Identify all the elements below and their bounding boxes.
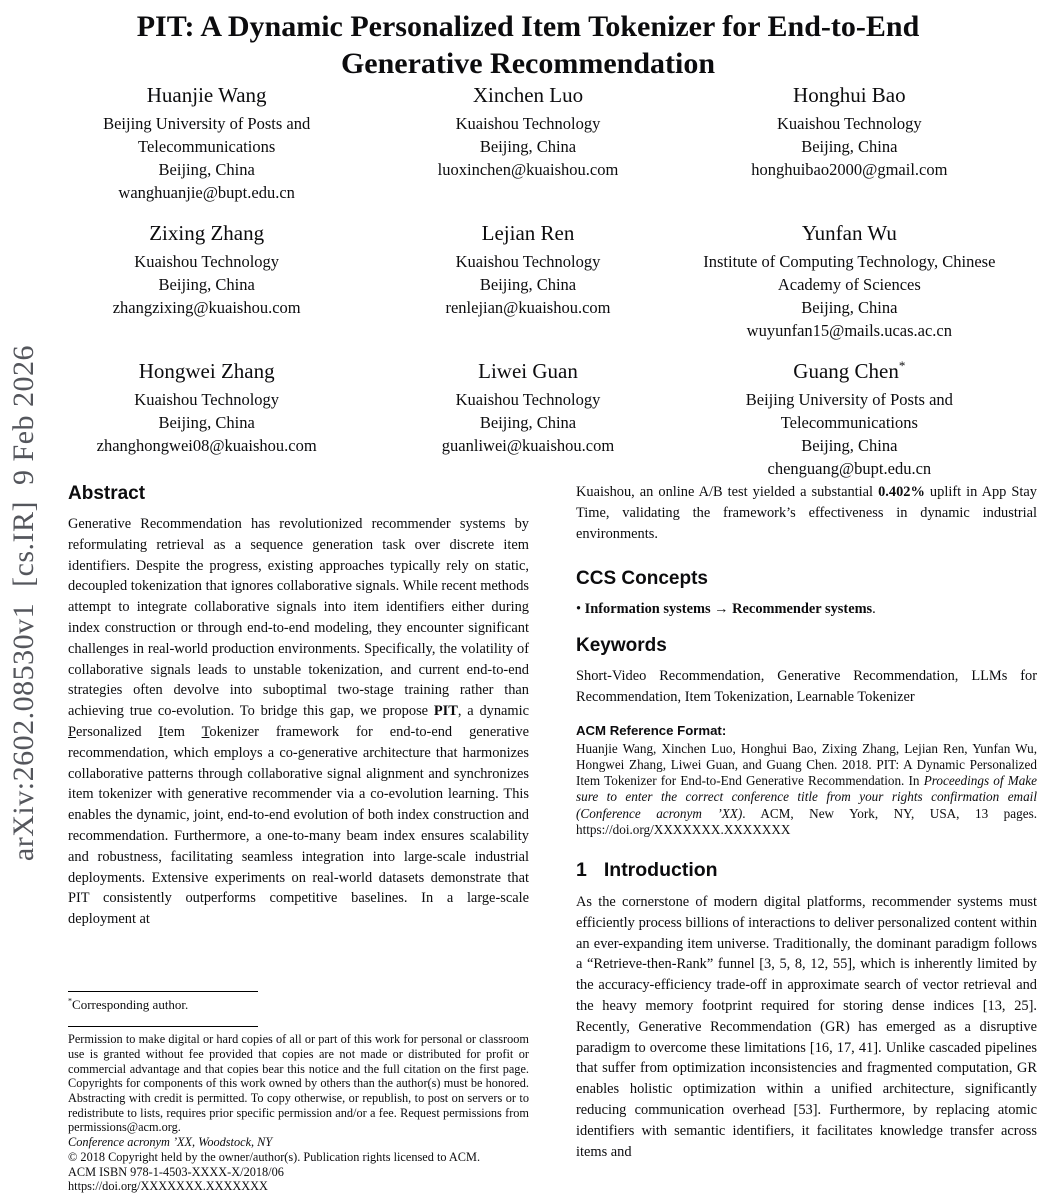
author-name-text: Lejian Ren [481, 221, 575, 245]
author-block-huanjie-wang [52, 82, 361, 204]
ccs-concepts-heading: CCS Concepts [576, 568, 708, 590]
copyright-line: © 2018 Copyright held by the owner/author(s). Publication rights licensed to ACM. [68, 1149, 481, 1164]
author-location: Beijing, China [801, 436, 898, 455]
author-block-liwei-guan [373, 358, 682, 480]
author-email: zhangzixing@kuaishou.com [112, 298, 301, 317]
author-name-text: Honghui Bao [793, 83, 906, 107]
author-name [373, 82, 682, 108]
author-affiliation: Institute of Computing Technology, Chinese Academy of Sciences [703, 252, 996, 294]
ccs-concepts-text: • Information systems → Recommender systems. [576, 601, 876, 618]
author-block-yunfan-wu [695, 220, 1004, 342]
author-name-text: Hongwei Zhang [138, 359, 275, 383]
author-name-text: Yunfan Wu [801, 221, 897, 245]
author-affiliation: Kuaishou Technology [134, 390, 280, 409]
author-block-xinchen-luo [373, 82, 682, 204]
author-name-text: Liwei Guan [478, 359, 578, 383]
acm-reference-format-heading: ACM Reference Format: [576, 722, 727, 738]
author-location: Beijing, China [479, 413, 577, 432]
corresponding-author-footnote: *Corresponding author. [68, 996, 189, 1013]
author-affiliation: Beijing University of Posts and Telecommunications [745, 390, 953, 432]
author-block-guang-chen [695, 358, 1004, 480]
section-title: Introduction [603, 859, 718, 881]
acm-reference-format-text: Huanjie Wang, Xinchen Luo, Honghui Bao, Zixing Zhang, Lejian Ren, Yunfan Wu, Hongwei Zhang, Liwei Guan, and Guang Chen. 2018. PIT: A Dynamic Personalized Item Tokenizer for End-to-End Generative Recommendation. In Proceedings of Make sure to enter the correct conference title from your rights confirmation email (Conference acronym ’XX). ACM, New York, NY, USA, 13 pages. https://doi.org/XXXXXXX.XXXXXXX [576, 740, 1037, 837]
author-name-text: Xinchen Luo [472, 83, 584, 107]
author-affiliation: Kuaishou Technology [776, 114, 922, 133]
author-email: guanliwei@kuaishou.com [441, 436, 615, 455]
author-name [373, 358, 682, 384]
right-column [576, 482, 1037, 1162]
author-name [52, 220, 361, 246]
author-email: wanghuanjie@bupt.edu.cn [118, 183, 295, 202]
title-line-2: Generative Recommendation [340, 47, 716, 80]
author-email: wuyunfan15@mails.ucas.ac.cn [746, 321, 952, 340]
author-email: chenguang@bupt.edu.cn [767, 459, 932, 478]
isbn-line: ACM ISBN 978-1-4503-XXXX-X/2018/06 [68, 1164, 284, 1179]
author-affiliation: Kuaishou Technology [455, 114, 601, 133]
author-email: renlejian@kuaishou.com [445, 298, 611, 317]
abstract-text: Generative Recommendation has revolutionized recommender systems by reformulating retrieval as a sequence generation task over discrete item identifiers. Despite the progress, existing approaches typically rely on static, decoupled tokenization that ignores collaborative signals. While recent methods attempt to integrate collaborative signals into item identifiers either during index construction or through end-to-end modeling, they encounter significant challenges in real-world production environments. Specifically, the volatility of collaborative signals leads to unstable tokenization, and current end-to-end strategies often devolve into suboptimal two-stage training rather than achieving true co-evolution. To bridge this gap, we propose PIT, a dynamic Personalized Item Tokenizer framework for end-to-end generative recommendation, which employs a co-generative architecture that harmonizes collaborative patterns through collaborative signal alignment and synchronizes item tokenizer with generative recommender via a co-evolution learning. This enables the dynamic, joint, end-to-end evolution of both index construction and recommendation. Furthermore, a one-to-many beam index ensures scalability and robustness, facilitating seamless integration into large-scale industrial deployments. Extensive experiments on real-world datasets demonstrate that PIT consistently outperforms competitive baselines. In a large-scale deployment at [68, 516, 530, 928]
doi-line: https://doi.org/XXXXXXX.XXXXXXX [68, 1179, 268, 1194]
conference-line: Conference acronym ’XX, Woodstock, NY [68, 1135, 273, 1150]
arxiv-watermark: arXiv:2602.08530v1 [cs.IR] 9 Feb 2026 [7, 344, 40, 862]
introduction-text: As the cornerstone of modern digital platforms, recommender systems must efficiently process billions of interactions to deliver personalized content within an ever-expanding item universe. Traditionally, the dominant paradigm follows a “Retrieve-then-Rank” funnel [3, 5, 8, 12, 55], which is inherently limited by the accuracy-efficiency trade-off in approximate search of vector retrieval and the heavy memory footprint required for storing dense indices [13, 25]. Recently, Generative Recommendation (GR) has emerged as a disruptive paradigm to overcome these limitations [16, 17, 41]. Unlike cascaded pipelines that suffer from optimization inconsistencies and fragmented computation, GR enables holistic optimization within a unified architecture, significantly reducing communication overhead [53]. Furthermore, by replacing atomic identifiers with semantic identifiers, it facilitates knowledge transfer across items and [576, 894, 1037, 1160]
author-affiliation: Kuaishou Technology [455, 390, 601, 409]
author-name [373, 220, 682, 246]
footnote-rule [68, 991, 258, 992]
authors-grid [52, 82, 1004, 480]
author-email: luoxinchen@kuaishou.com [437, 160, 619, 179]
author-location: Beijing, China [801, 137, 898, 156]
author-block-lejian-ren [373, 220, 682, 342]
keywords-heading: Keywords [576, 635, 667, 657]
author-email: zhanghongwei08@kuaishou.com [96, 436, 317, 455]
keywords-text: Short-Video Recommendation, Generative Recommendation, LLMs for Recommendation, Item Tokenization, Learnable Tokenizer [576, 668, 1037, 705]
author-name [695, 82, 1004, 108]
author-name [695, 358, 1004, 384]
footnote-block [68, 991, 529, 1200]
paper-title [38, 8, 1018, 82]
permission-text: Permission to make digital or hard copies of all or part of this work for personal or classroom use is granted without fee provided that copies are not made or distributed for profit or commercial advantage and that copies bear this notice and the full citation on the first page. Copyrights for components of this work owned by others than the author(s) must be honored. Abstracting with credit is permitted. To copy otherwise, or republish, to post on servers or to redistribute to lists, requires prior specific permission and/or a fee. Request permissions from permissions@acm.org. [68, 1032, 529, 1135]
author-affiliation: Kuaishou Technology [455, 252, 601, 271]
author-name-text: Zixing Zhang [149, 221, 265, 245]
abstract-heading: Abstract [68, 483, 146, 504]
permission-rule [68, 1026, 258, 1027]
author-email: honghuibao2000@gmail.com [751, 160, 948, 179]
author-location: Beijing, China [479, 137, 577, 156]
author-location: Beijing, China [479, 275, 577, 294]
author-name-text: Guang Chen [793, 359, 899, 383]
introduction-heading [576, 859, 1037, 882]
author-name [695, 220, 1004, 246]
abstract-continued-text: Kuaishou, an online A/B test yielded a substantial 0.402% uplift in App Stay Time, validating the framework’s effectiveness in dynamic industrial environments. [576, 484, 1037, 542]
author-location: Beijing, China [158, 160, 255, 179]
author-location: Beijing, China [158, 275, 255, 294]
author-name [52, 358, 361, 384]
author-location: Beijing, China [801, 298, 898, 317]
corresponding-author-mark: * [898, 358, 906, 373]
author-block-zixing-zhang [52, 220, 361, 342]
author-name [52, 82, 361, 108]
author-block-hongwei-zhang [52, 358, 361, 480]
author-affiliation: Beijing University of Posts and Telecommunications [103, 114, 311, 156]
author-name-text: Huanjie Wang [146, 83, 267, 107]
author-affiliation: Kuaishou Technology [134, 252, 280, 271]
left-column [68, 482, 529, 1200]
author-block-honghui-bao [695, 82, 1004, 204]
section-number: 1 [576, 859, 587, 881]
title-line-1: PIT: A Dynamic Personalized Item Tokenizer for End-to-End [136, 10, 920, 43]
author-location: Beijing, China [158, 413, 255, 432]
